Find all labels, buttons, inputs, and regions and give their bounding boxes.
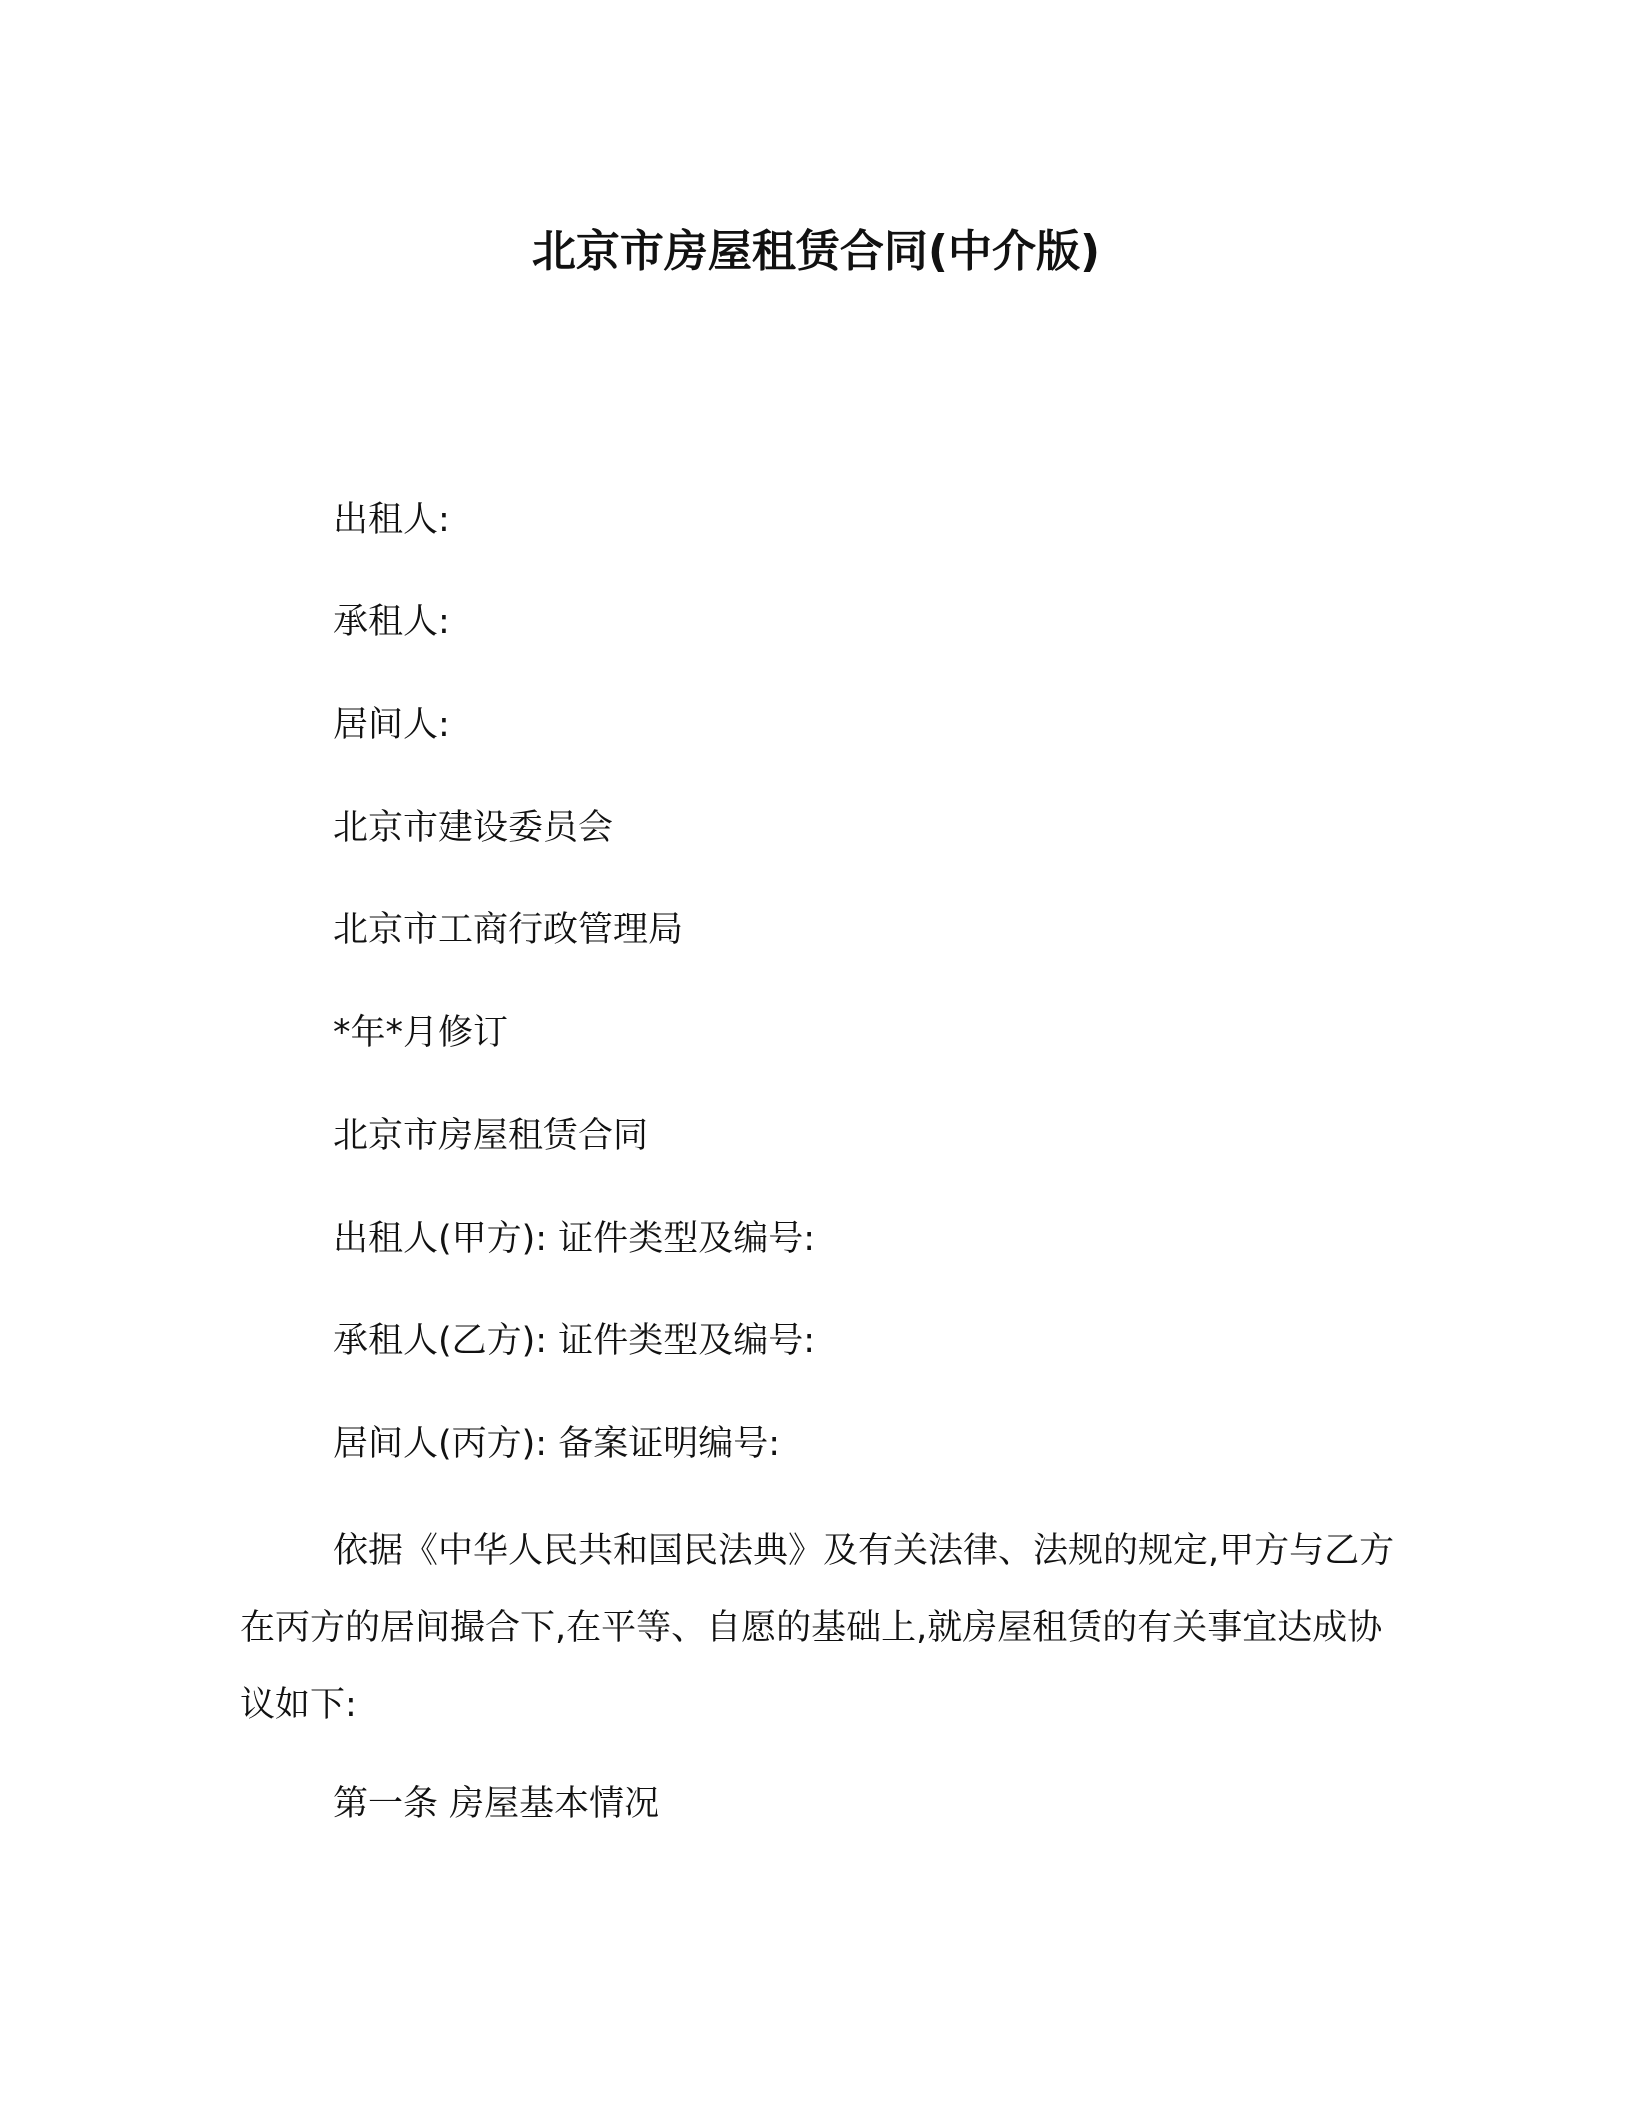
issuer-construction-committee: 北京市建设委员会 bbox=[333, 808, 614, 848]
document-title: 北京市房屋租赁合同(中介版) bbox=[531, 226, 1101, 277]
lessee-line: 承租人: bbox=[333, 602, 450, 642]
preamble-paragraph: 依据《中华人民共和国民法典》及有关法律、法规的规定,甲方与乙方在丙方的居间撮合下,在平等、自愿的基础上,就房屋租赁的有关事宜达成协议如下: bbox=[240, 1531, 1395, 1725]
lessor-line: 出租人: bbox=[333, 500, 450, 540]
article-one-heading: 第一条 房屋基本情况 bbox=[333, 1784, 660, 1824]
issuer-industry-commerce-bureau: 北京市工商行政管理局 bbox=[333, 910, 684, 950]
contract-subtitle: 北京市房屋租赁合同 bbox=[333, 1116, 649, 1156]
party-c-line: 居间人(丙方): 备案证明编号: bbox=[333, 1424, 781, 1464]
party-b-line: 承租人(乙方): 证件类型及编号: bbox=[333, 1321, 816, 1361]
party-a-line: 出租人(甲方): 证件类型及编号: bbox=[333, 1219, 816, 1259]
revision-date-line: *年*月修订 bbox=[333, 1013, 509, 1053]
intermediary-line: 居间人: bbox=[333, 705, 450, 745]
